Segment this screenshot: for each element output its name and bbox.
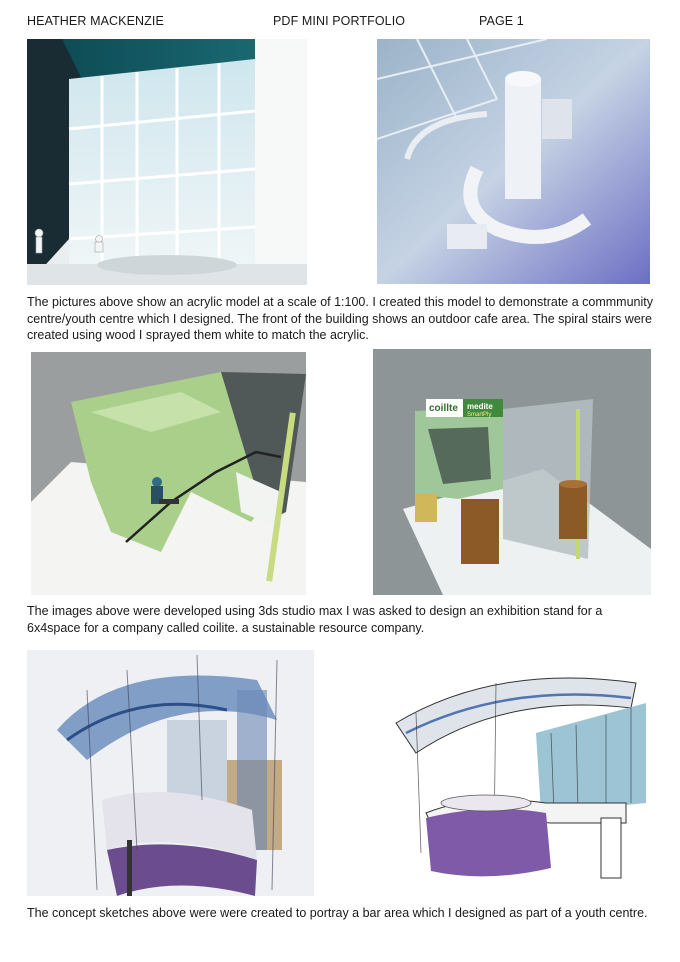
portfolio-title: PDF MINI PORTFOLIO [273,14,406,28]
smartply-logo: SmartPly [467,412,492,418]
author-name: HEATHER MACKENZIE [27,14,164,28]
exhibition-stand-render-coillte [373,349,651,595]
bar-concept-sketch-right [376,653,652,896]
bar-concept-sketch-left [27,650,314,896]
section-2-caption: The images above were developed using 3ds studio max I was asked to design an exhibition stand for a 6x4space for a company called coilite. a sustainable resource company. [27,604,603,635]
acrylic-model-spiral-stair-photo [377,39,650,284]
page-number: PAGE 1 [479,14,524,28]
medite-logo: medite [467,402,493,411]
exhibition-stand-render-seated-figure [31,352,306,595]
coillte-logo: coillte [429,403,458,414]
section-3-caption: The concept sketches above were were created to portray a bar area which I designed as part of a youth centre. [27,906,648,920]
section-1-caption: The pictures above show an acrylic model at a scale of 1:100. I created this model to demonstrate a commmunity centre/youth centre which I designed. The front of the building shows an outdoor cafe area. The spiral stairs were created using wood I sprayed them white to match the acrylic. [27,295,654,342]
acrylic-model-exterior-photo [27,39,307,285]
